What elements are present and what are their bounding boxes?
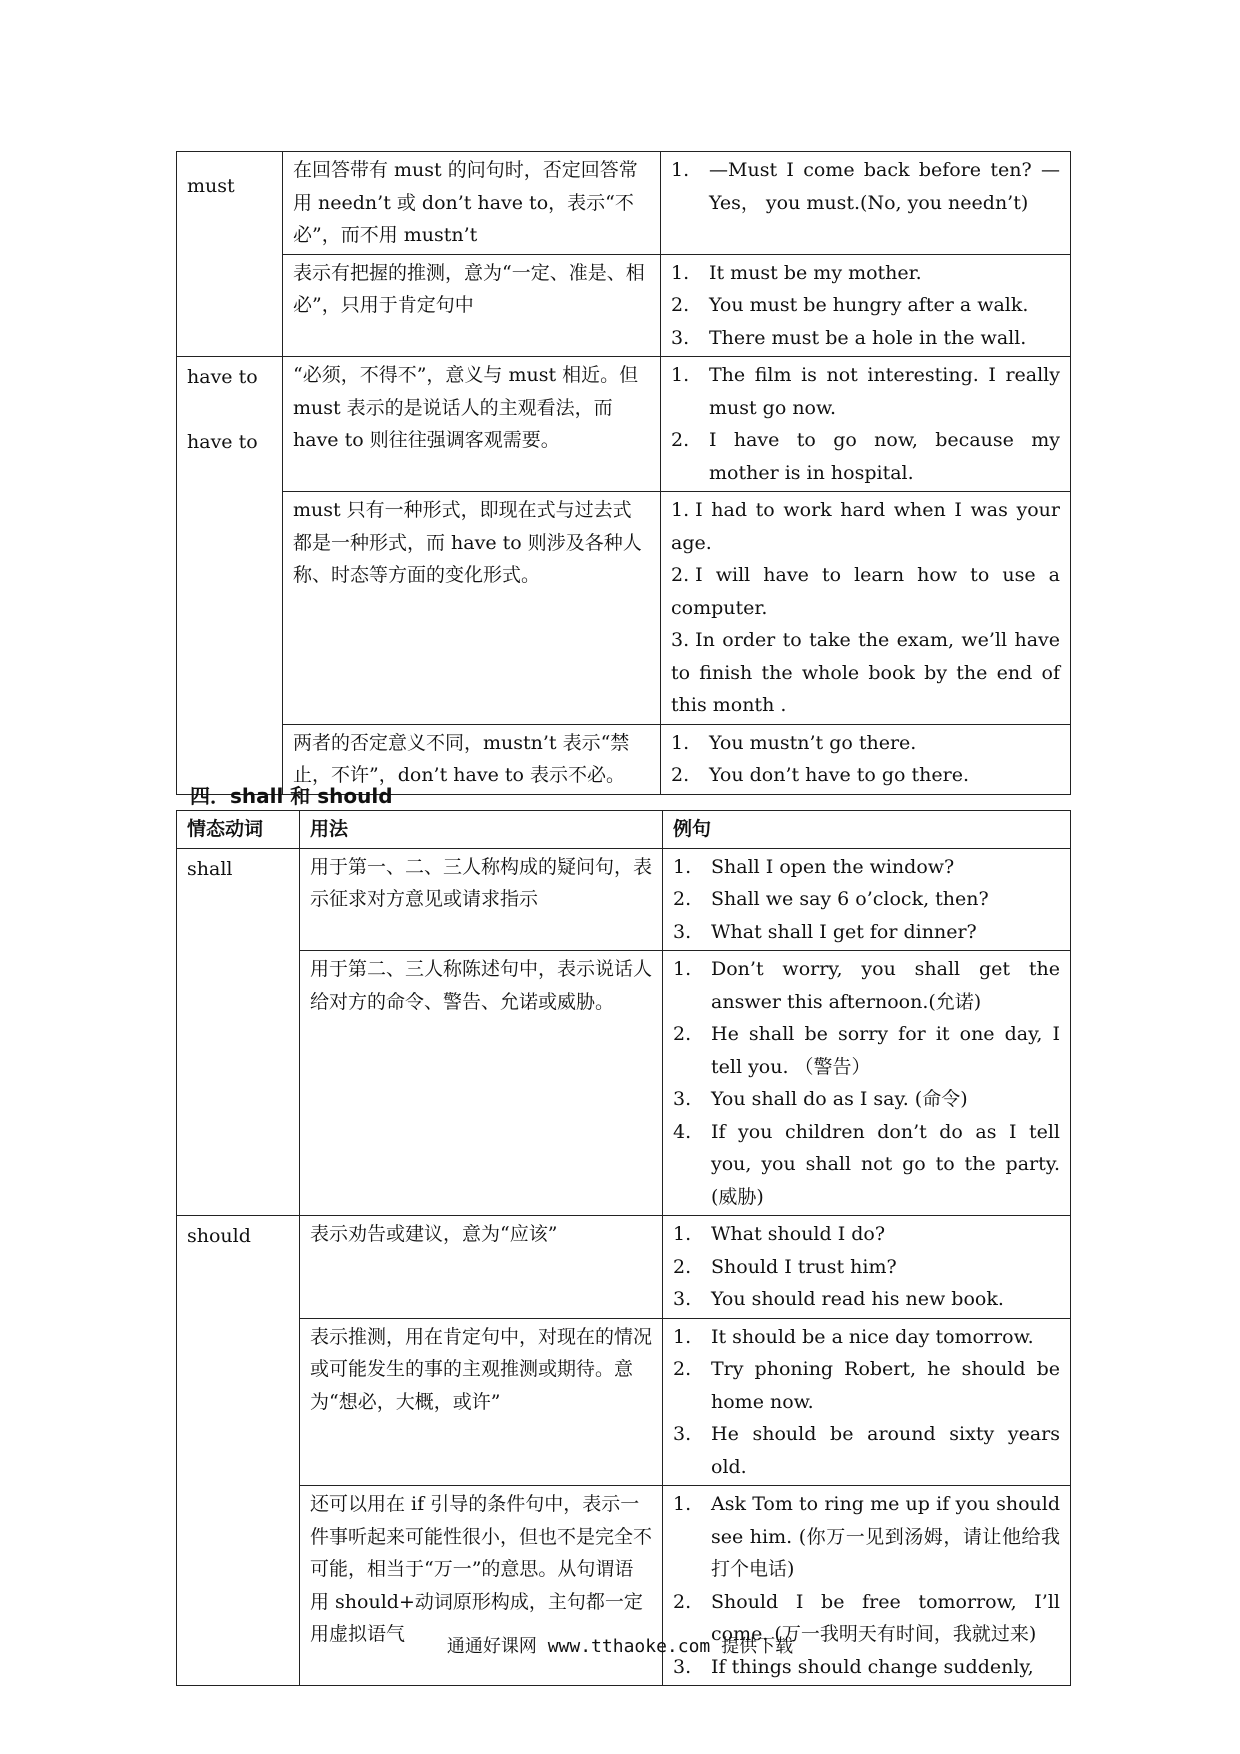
example-sentence: [671, 759, 1060, 792]
example-number: 3.: [673, 1423, 692, 1445]
examples-cell: [661, 724, 1071, 794]
example-sentence: [673, 1218, 1060, 1251]
example-text: You should read his new book.: [711, 1288, 1004, 1310]
example-number: 3.: [673, 1288, 692, 1310]
example-text: Should I be free tomorrow, I’ll come. (万一我明天有时间，我就过来): [711, 1590, 1060, 1645]
usage-cell: 表示劝告或建议，意为“应该”: [300, 1216, 663, 1319]
usage-cell: must 只有一种形式，即现在式与过去式都是一种形式，而 have to 则涉及各种人称、时态等方面的变化形式。: [283, 492, 661, 725]
example-number: 3.: [671, 629, 690, 651]
example-sentence: [671, 727, 1060, 760]
example-sentence: [673, 1353, 1060, 1418]
example-number: 2.: [673, 1255, 692, 1278]
example-text: You don’t have to go there.: [709, 764, 969, 786]
example-text: The film is not interesting. I really must go now.: [709, 364, 1060, 419]
example-text: Shall I open the window?: [711, 855, 955, 878]
example-sentence: [671, 154, 1060, 219]
example-list: [671, 727, 1060, 792]
example-text: You mustn’t go there.: [709, 731, 917, 754]
example-number: 2.: [673, 1358, 692, 1380]
example-text: It should be a nice day tomorrow.: [711, 1325, 1034, 1348]
example-number: 2.: [671, 764, 690, 786]
header-examples: 例句: [663, 811, 1071, 849]
usage-cell: 表示有把握的推测，意为“一定、准是、相必”，只用于肯定句中: [283, 254, 661, 357]
example-sentence: [673, 1283, 1060, 1316]
modal-verbs-table-must: [176, 151, 1071, 795]
example-number: 3.: [673, 920, 692, 943]
example-number: 1.: [671, 261, 690, 284]
example-sentence: [673, 916, 1060, 949]
table-row: [177, 492, 1071, 725]
table-row: [177, 357, 1071, 492]
example-text: What shall I get for dinner?: [711, 920, 977, 943]
example-number: 1.: [673, 855, 692, 878]
example-sentence: [673, 953, 1060, 1018]
example-text: If you children don’t do as I tell you, you shall not go to the party. (威胁): [711, 1120, 1060, 1208]
example-sentence: [671, 289, 1060, 322]
example-sentence: [671, 624, 1060, 722]
table-row: [177, 254, 1071, 357]
example-sentence: [671, 559, 1060, 624]
example-text: Shall we say 6 o’clock, then?: [711, 888, 989, 910]
example-sentence: [671, 359, 1060, 424]
example-list: [671, 494, 1060, 722]
example-sentence: [673, 1083, 1060, 1116]
example-text: You must be hungry after a walk.: [709, 294, 1029, 316]
table-row: [177, 152, 1071, 255]
example-text: He should be around sixty years old.: [711, 1423, 1060, 1478]
example-number: 2.: [671, 294, 690, 316]
example-number: 1.: [673, 1325, 692, 1348]
example-sentence: [673, 1251, 1060, 1284]
examples-cell: [661, 152, 1071, 255]
verb-cell: must: [177, 152, 283, 357]
example-text: Should I trust him?: [711, 1255, 897, 1278]
usage-cell: 两者的否定意义不同，mustn’t 表示“禁止，不许”，don’t have to 表示不必。: [283, 724, 661, 794]
examples-cell: [663, 1216, 1071, 1319]
example-list: [671, 257, 1060, 355]
example-text: I will have to learn how to use a computer.: [671, 564, 1060, 619]
example-number: 3.: [673, 1655, 692, 1678]
example-sentence: [671, 424, 1060, 489]
example-text: There must be a hole in the wall.: [709, 326, 1027, 349]
table-header-row: [177, 811, 1071, 849]
modal-verbs-table-shall-should: [176, 810, 1071, 1686]
example-text: It must be my mother.: [709, 261, 922, 284]
header-verb: 情态动词: [177, 811, 300, 849]
example-text: Ask Tom to ring me up if you should see him. (你万一见到汤姆，请让他给我打个电话): [711, 1493, 1060, 1580]
example-text: —Must I come back before ten? —Yes， you must.(No, you needn’t): [709, 159, 1060, 214]
example-text: Try phoning Robert, he should be home now.: [711, 1358, 1060, 1413]
example-sentence: [671, 322, 1060, 355]
example-list: [673, 851, 1060, 949]
verb-cell: should: [177, 1216, 300, 1686]
example-number: 1.: [671, 499, 690, 521]
example-number: 1.: [673, 1223, 692, 1245]
example-text: You shall do as I say. (命令): [711, 1088, 968, 1110]
table-row: [177, 1318, 1071, 1486]
examples-cell: [663, 848, 1071, 951]
usage-cell: 在回答带有 must 的问句时，否定回答常用 needn’t 或 don’t have to，表示“不必”，而不用 mustn’t: [283, 152, 661, 255]
example-number: 3.: [673, 1088, 692, 1110]
usage-cell: 用于第二、三人称陈述句中，表示说话人给对方的命令、警告、允诺或威胁。: [300, 951, 663, 1216]
example-number: 3.: [671, 326, 690, 349]
verb-cell: shall: [177, 848, 300, 1216]
example-sentence: [673, 851, 1060, 884]
example-number: 1.: [671, 731, 690, 754]
example-text: Don’t worry, you shall get the answer this afternoon.(允诺): [711, 958, 1060, 1013]
usage-cell: 还可以用在 if 引导的条件句中，表示一件事听起来可能性很小，但也不是完全不可能，相当于“万一”的意思。从句谓语用 should+动词原形构成，主句都一定用虚拟语气: [300, 1486, 663, 1686]
example-number: 4.: [673, 1120, 692, 1143]
example-sentence: [673, 1321, 1060, 1354]
example-number: 1.: [671, 364, 690, 386]
example-text: I have to go now, because my mother is in hospital.: [709, 429, 1060, 484]
example-sentence: [673, 1018, 1060, 1083]
example-number: 1.: [671, 159, 690, 181]
example-sentence: [673, 883, 1060, 916]
examples-cell: [663, 951, 1071, 1216]
usage-cell: 用于第一、二、三人称构成的疑问句，表示征求对方意见或请求指示: [300, 848, 663, 951]
example-list: [671, 359, 1060, 489]
table-row: [177, 1216, 1071, 1319]
example-number: 2.: [671, 429, 690, 451]
examples-cell: [661, 492, 1071, 725]
example-text: He shall be sorry for it one day, I tell you. （警告）: [711, 1023, 1060, 1078]
examples-cell: [663, 1318, 1071, 1486]
example-list: [671, 154, 1060, 219]
example-text: What should I do?: [711, 1223, 886, 1245]
table-row: [177, 848, 1071, 951]
example-number: 2.: [673, 1023, 692, 1045]
example-text: In order to take the exam, we’ll have to finish the whole book by the end of this month .: [671, 629, 1060, 716]
example-sentence: [673, 1488, 1060, 1586]
example-text: If things should change suddenly,: [711, 1655, 1034, 1678]
table-row: [177, 951, 1071, 1216]
footer-download-note: 通通好课网 www.tthaoke.com 提供下载: [446, 1636, 794, 1657]
examples-cell: [661, 254, 1071, 357]
section-title: 四．shall 和 should: [190, 784, 393, 808]
example-list: [673, 1218, 1060, 1316]
usage-cell: “必须，不得不”，意义与 must 相近。但 must 表示的是说话人的主观看法，而 have to 则往往强调客观需要。: [283, 357, 661, 492]
example-number: 2.: [673, 1590, 692, 1613]
example-number: 2.: [671, 564, 690, 586]
verb-cell: have to have to: [177, 357, 283, 795]
example-sentence: [673, 1418, 1060, 1483]
example-sentence: [673, 1116, 1060, 1214]
example-number: 2.: [673, 888, 692, 910]
example-number: 1.: [673, 1493, 692, 1515]
examples-cell: [661, 357, 1071, 492]
header-usage: 用法: [300, 811, 663, 849]
usage-cell: 表示推测，用在肯定句中，对现在的情况或可能发生的事的主观推测或期待。意为“想必，大概，或许”: [300, 1318, 663, 1486]
example-sentence: [671, 257, 1060, 290]
example-list: [673, 1321, 1060, 1484]
example-number: 1.: [673, 958, 692, 980]
example-text: I had to work hard when I was your age.: [671, 499, 1060, 554]
example-list: [673, 953, 1060, 1213]
example-sentence: [671, 494, 1060, 559]
